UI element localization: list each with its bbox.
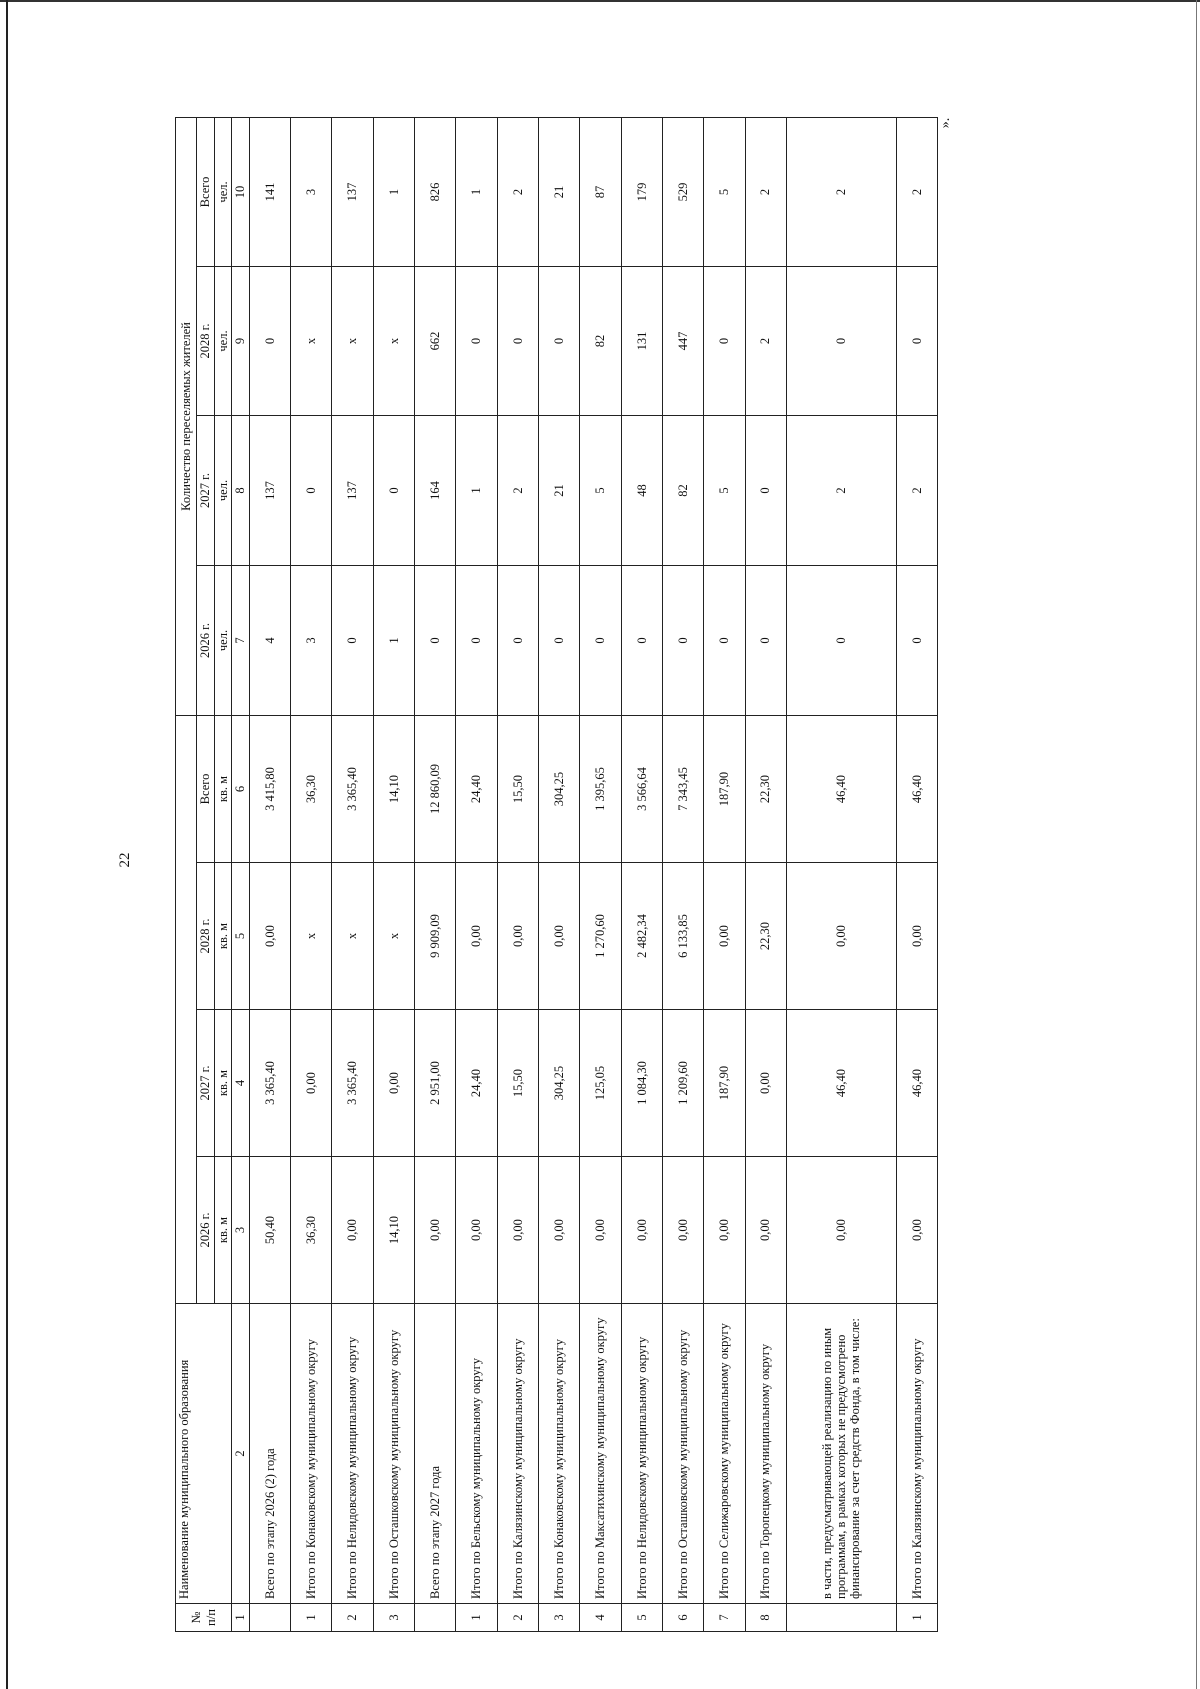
row-number: 5 <box>621 1604 662 1632</box>
header-year: 2028 г. <box>197 863 215 1010</box>
row-value: 125,05 <box>580 1010 621 1157</box>
row-value: 0,00 <box>786 1157 896 1304</box>
row-value: 0 <box>786 267 896 416</box>
column-number: 3 <box>232 1157 249 1304</box>
row-value: 826 <box>415 117 456 266</box>
row-number: 2 <box>497 1604 538 1632</box>
row-value: x <box>373 267 414 416</box>
row-value: 2 <box>786 416 896 566</box>
row-value: 2 <box>745 117 786 266</box>
row-value: 24,40 <box>456 1010 497 1157</box>
table-row <box>415 117 456 1631</box>
row-municipality-name: Итого по Осташковскому муниципальному округу <box>662 1304 703 1604</box>
table-row <box>538 117 579 1631</box>
row-value: 5 <box>704 117 745 266</box>
row-value: 529 <box>662 117 703 266</box>
row-value: 0,00 <box>291 1010 332 1157</box>
row-number: 4 <box>580 1604 621 1632</box>
header-year: 2027 г. <box>197 416 215 566</box>
row-value: 5 <box>704 416 745 566</box>
page-number: 22 <box>117 852 133 868</box>
row-value: 82 <box>580 267 621 416</box>
row-value: 0,00 <box>745 1010 786 1157</box>
row-value: 0 <box>704 267 745 416</box>
row-value: 1 084,30 <box>621 1010 662 1157</box>
row-value: 2 <box>497 117 538 266</box>
row-value: 0,00 <box>745 1157 786 1304</box>
row-value: 131 <box>621 267 662 416</box>
table-row <box>332 117 373 1631</box>
row-value: 137 <box>332 117 373 266</box>
table-row <box>704 117 745 1631</box>
header-unit: кв. м <box>215 1010 232 1157</box>
header-unit: чел. <box>215 267 232 416</box>
row-value: 0,00 <box>621 1157 662 1304</box>
row-value: 0,00 <box>662 1157 703 1304</box>
row-number: 3 <box>538 1604 579 1632</box>
row-value: 2 482,34 <box>621 863 662 1010</box>
row-value: 3 <box>291 566 332 716</box>
row-value: 0,00 <box>332 1157 373 1304</box>
header-unit: кв. м <box>215 863 232 1010</box>
column-number: 5 <box>232 863 249 1010</box>
table-row <box>497 117 538 1631</box>
table-row <box>456 117 497 1631</box>
row-value: 12 860,09 <box>415 716 456 863</box>
header-area-group <box>176 716 197 1304</box>
row-value: 0,00 <box>497 1157 538 1304</box>
row-value: 304,25 <box>538 1010 579 1157</box>
row-value: 0 <box>332 566 373 716</box>
row-value: 15,50 <box>497 1010 538 1157</box>
row-value: 48 <box>621 416 662 566</box>
header-year: Всего <box>197 117 215 266</box>
header-unit: чел. <box>215 117 232 266</box>
row-value: 137 <box>249 416 290 566</box>
table-row <box>291 117 332 1631</box>
scan-top-edge <box>0 0 1200 2</box>
row-value: 3 <box>291 117 332 266</box>
row-number <box>415 1604 456 1632</box>
row-value: 0 <box>745 566 786 716</box>
row-value: 15,50 <box>497 716 538 863</box>
row-number: 8 <box>745 1604 786 1632</box>
row-value: 36,30 <box>291 1157 332 1304</box>
row-value: 46,40 <box>786 1010 896 1157</box>
row-value: 22,30 <box>745 716 786 863</box>
column-number: 9 <box>232 267 249 416</box>
row-number: 7 <box>704 1604 745 1632</box>
row-municipality-name: в части, предусматривающей реализацию по иным программам, в рамках которых не предусмотрено финансирование за счет средств Фонда, в том числе: <box>786 1304 896 1604</box>
row-value: 3 415,80 <box>249 716 290 863</box>
row-value: x <box>332 863 373 1010</box>
row-value: 0,00 <box>456 863 497 1010</box>
row-value: 1 <box>373 117 414 266</box>
row-value: 0,00 <box>704 1157 745 1304</box>
row-number: 1 <box>291 1604 332 1632</box>
header-unit: чел. <box>215 416 232 566</box>
row-value: 1 <box>373 566 414 716</box>
row-value: 0,00 <box>249 863 290 1010</box>
row-value: 0 <box>415 566 456 716</box>
column-number: 1 <box>232 1604 249 1632</box>
row-value: 0,00 <box>580 1157 621 1304</box>
row-municipality-name: Итого по Нелидовскому муниципальному округу <box>621 1304 662 1604</box>
row-value: 0 <box>580 566 621 716</box>
row-value: 137 <box>332 416 373 566</box>
row-value: 0 <box>704 566 745 716</box>
row-municipality-name: Итого по Калязинскому муниципальному округу <box>497 1304 538 1604</box>
row-value: x <box>373 863 414 1010</box>
row-value: 0,00 <box>538 1157 579 1304</box>
header-year: 2026 г. <box>197 1157 215 1304</box>
row-value: 0 <box>291 416 332 566</box>
row-municipality-name: Итого по Нелидовскому муниципальному округу <box>332 1304 373 1604</box>
row-value: 1 270,60 <box>580 863 621 1010</box>
header-num: № п/п <box>176 1604 232 1632</box>
row-value: 5 <box>580 416 621 566</box>
row-value: 0 <box>621 566 662 716</box>
row-value: 187,90 <box>704 1010 745 1157</box>
column-number: 6 <box>232 716 249 863</box>
row-municipality-name: Всего по этапу 2027 года <box>415 1304 456 1604</box>
row-value: x <box>291 863 332 1010</box>
row-value: 0 <box>249 267 290 416</box>
row-value: 46,40 <box>896 716 937 863</box>
header-unit: кв. м <box>215 1157 232 1304</box>
row-value: 1 <box>456 416 497 566</box>
row-value: 164 <box>415 416 456 566</box>
header-name: Наименование муниципального образования <box>176 1304 232 1604</box>
row-value: 447 <box>662 267 703 416</box>
header-year: 2027 г. <box>197 1010 215 1157</box>
row-value: 0 <box>896 566 937 716</box>
closing-quote-mark: ». <box>938 117 953 129</box>
row-value: 14,10 <box>373 1157 414 1304</box>
table-row <box>373 117 414 1631</box>
row-value: 0 <box>456 267 497 416</box>
table-row <box>786 117 896 1631</box>
row-number: 3 <box>373 1604 414 1632</box>
row-value: 22,30 <box>745 863 786 1010</box>
row-value: 2 <box>896 117 937 266</box>
row-value: 3 365,40 <box>249 1010 290 1157</box>
row-value: 0,00 <box>456 1157 497 1304</box>
row-value: 662 <box>415 267 456 416</box>
resettlement-table <box>175 117 938 1632</box>
row-municipality-name: Итого по Калязинскому муниципальному округу <box>896 1304 937 1604</box>
column-number: 2 <box>232 1304 249 1604</box>
row-value: 21 <box>538 117 579 266</box>
row-value: 1 <box>456 117 497 266</box>
scan-left-edge <box>6 0 8 1689</box>
row-value: 2 <box>896 416 937 566</box>
row-value: 0 <box>373 416 414 566</box>
row-municipality-name: Всего по этапу 2026 (2) года <box>249 1304 290 1604</box>
row-value: 0 <box>896 267 937 416</box>
row-municipality-name: Итого по Максатихинскому муниципальному округу <box>580 1304 621 1604</box>
row-municipality-name: Итого по Торопецкому муниципальному округу <box>745 1304 786 1604</box>
row-value: 0,00 <box>896 1157 937 1304</box>
row-value: 0,00 <box>704 863 745 1010</box>
row-value: 187,90 <box>704 716 745 863</box>
row-value: 82 <box>662 416 703 566</box>
row-value: 179 <box>621 117 662 266</box>
row-value: 50,40 <box>249 1157 290 1304</box>
row-number: 1 <box>896 1604 937 1632</box>
row-value: 1 395,65 <box>580 716 621 863</box>
row-number: 6 <box>662 1604 703 1632</box>
header-year: 2026 г. <box>197 566 215 716</box>
row-value: 46,40 <box>786 716 896 863</box>
row-municipality-name: Итого по Селижаровскому муниципальному округу <box>704 1304 745 1604</box>
row-value: 0,00 <box>415 1157 456 1304</box>
row-value: 0,00 <box>373 1010 414 1157</box>
column-number: 8 <box>232 416 249 566</box>
table-row <box>662 117 703 1631</box>
row-value: 2 951,00 <box>415 1010 456 1157</box>
header-unit: кв. м <box>215 716 232 863</box>
table-row <box>249 117 290 1631</box>
row-value: 0 <box>538 566 579 716</box>
column-number: 10 <box>232 117 249 266</box>
row-value: x <box>332 267 373 416</box>
row-value: 36,30 <box>291 716 332 863</box>
row-value: 0 <box>497 566 538 716</box>
row-value: 0 <box>786 566 896 716</box>
row-value: 0,00 <box>786 863 896 1010</box>
row-value: 0,00 <box>538 863 579 1010</box>
row-value: 3 365,40 <box>332 1010 373 1157</box>
row-value: 0 <box>662 566 703 716</box>
header-year: Всего <box>197 716 215 863</box>
row-municipality-name: Итого по Бельскому муниципальному округу <box>456 1304 497 1604</box>
row-number <box>786 1604 896 1632</box>
rotated-table-frame <box>175 118 938 1632</box>
row-number <box>249 1604 290 1632</box>
row-value: 9 909,09 <box>415 863 456 1010</box>
row-value: 0 <box>538 267 579 416</box>
column-number: 7 <box>232 566 249 716</box>
row-value: x <box>291 267 332 416</box>
row-value: 304,25 <box>538 716 579 863</box>
row-municipality-name: Итого по Конаковскому муниципальному округу <box>291 1304 332 1604</box>
table-row <box>745 117 786 1631</box>
header-year: 2028 г. <box>197 267 215 416</box>
row-value: 21 <box>538 416 579 566</box>
row-value: 3 365,40 <box>332 716 373 863</box>
table-row <box>580 117 621 1631</box>
row-municipality-name: Итого по Конаковскому муниципальному округу <box>538 1304 579 1604</box>
row-value: 2 <box>745 267 786 416</box>
header-residents-group: Количество переселяемых жителей <box>176 117 197 715</box>
row-value: 1 209,60 <box>662 1010 703 1157</box>
row-value: 14,10 <box>373 716 414 863</box>
table-row <box>896 117 937 1631</box>
row-value: 24,40 <box>456 716 497 863</box>
row-value: 0 <box>745 416 786 566</box>
row-value: 6 133,85 <box>662 863 703 1010</box>
row-number: 2 <box>332 1604 373 1632</box>
row-value: 4 <box>249 566 290 716</box>
row-value: 141 <box>249 117 290 266</box>
table-row <box>621 117 662 1631</box>
header-unit: чел. <box>215 566 232 716</box>
scan-right-edge <box>1196 0 1197 1689</box>
row-number: 1 <box>456 1604 497 1632</box>
row-value: 3 566,64 <box>621 716 662 863</box>
row-value: 7 343,45 <box>662 716 703 863</box>
row-municipality-name: Итого по Осташковскому муниципальному округу <box>373 1304 414 1604</box>
row-value: 0,00 <box>896 863 937 1010</box>
row-value: 0,00 <box>497 863 538 1010</box>
row-value: 2 <box>786 117 896 266</box>
row-value: 2 <box>497 416 538 566</box>
column-number: 4 <box>232 1010 249 1157</box>
row-value: 0 <box>456 566 497 716</box>
row-value: 0 <box>497 267 538 416</box>
row-value: 46,40 <box>896 1010 937 1157</box>
row-value: 87 <box>580 117 621 266</box>
